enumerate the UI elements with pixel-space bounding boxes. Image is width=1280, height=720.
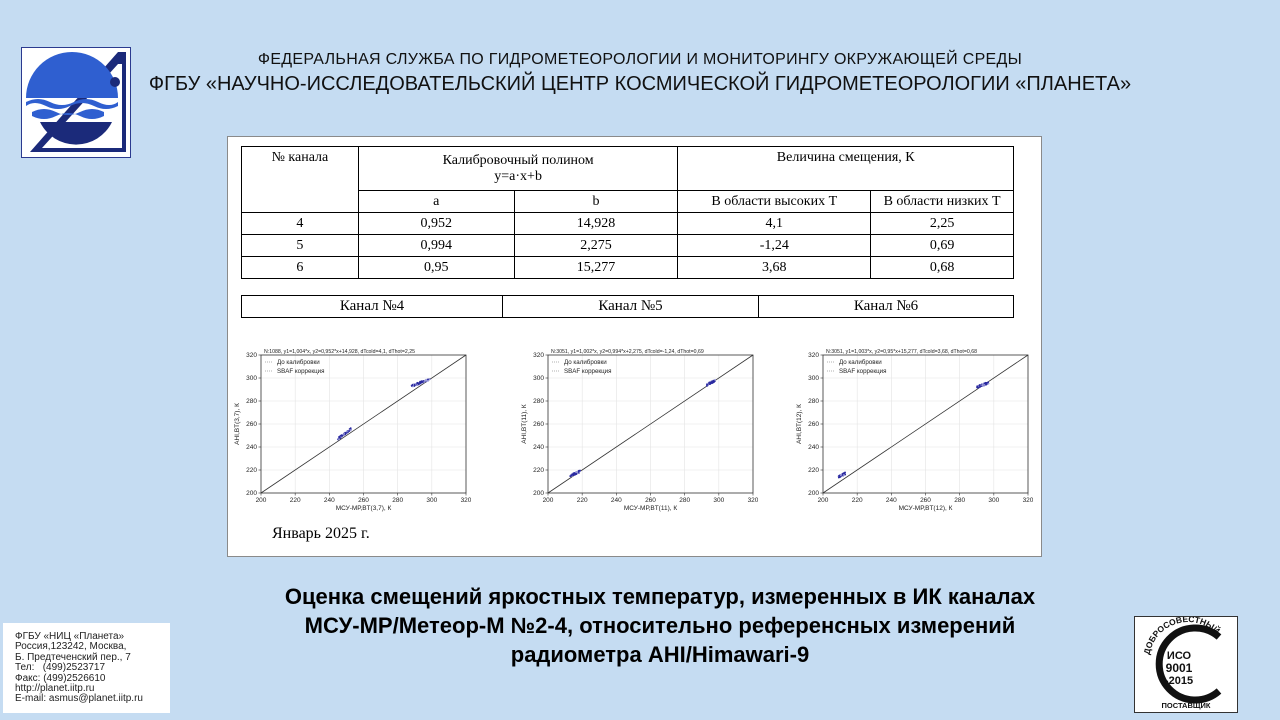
- data-point: [348, 430, 350, 432]
- x-tick-label: 300: [426, 497, 438, 504]
- calibration-table: [241, 146, 1014, 279]
- iso-number-text: 9001: [1165, 661, 1193, 675]
- y-tick-label: 220: [808, 467, 819, 475]
- table-cell: 4,1: [678, 213, 871, 235]
- table-cell: 0,95: [358, 257, 514, 279]
- data-cluster: [976, 381, 989, 388]
- y-tick-label: 280: [808, 398, 819, 406]
- y-tick-label: 240: [808, 444, 819, 452]
- legend-label: До калибровки: [564, 359, 607, 366]
- x-tick-label: 200: [542, 497, 554, 504]
- data-point: [571, 475, 573, 477]
- y-tick-label: 300: [533, 375, 544, 383]
- iso-certificate-badge: [1134, 616, 1238, 713]
- y-tick-label: 320: [246, 352, 257, 360]
- data-point: [576, 471, 578, 473]
- x-tick-label: 220: [851, 497, 863, 504]
- table-cell: 2,275: [514, 235, 678, 257]
- y-tick-label: 300: [246, 375, 257, 383]
- data-point: [843, 474, 845, 476]
- data-point: [985, 384, 987, 386]
- table-cell: 0,994: [358, 235, 514, 257]
- planeta-logo-icon: [21, 47, 131, 158]
- y-axis-label: AHI,BT(3,7), К: [234, 403, 241, 445]
- channel-bar: [241, 295, 1014, 318]
- y-axis-label: AHI,BT(12), К: [796, 404, 803, 444]
- y-tick-label: 260: [533, 421, 544, 429]
- x-tick-label: 300: [988, 497, 1000, 504]
- data-point: [840, 474, 842, 476]
- data-point: [706, 384, 708, 386]
- data-point: [985, 382, 987, 384]
- plot-legend: [265, 359, 324, 375]
- table-row: [242, 235, 1014, 257]
- channel-5-label: Канал №5: [503, 296, 759, 317]
- y-tick-label: 240: [246, 444, 257, 452]
- data-point: [838, 475, 840, 477]
- data-point: [422, 381, 424, 383]
- table-row: [242, 213, 1014, 235]
- header-polynomial-title: Калибровочный полином: [442, 152, 594, 168]
- slide-title-line: радиометра AHI/Himawari-9: [510, 642, 810, 667]
- y-axis-label: AHI,BT(11), К: [521, 404, 528, 444]
- x-tick-label: 260: [358, 497, 369, 504]
- x-tick-label: 320: [460, 497, 471, 504]
- y-tick-label: 240: [533, 444, 544, 452]
- data-point: [843, 473, 845, 475]
- header-b: b: [514, 191, 678, 213]
- table-cell: 2,25: [871, 213, 1014, 235]
- contact-line: Факс: (499)2526610: [15, 672, 106, 684]
- table-cell: 5: [242, 235, 359, 257]
- data-point: [578, 470, 580, 472]
- y-tick-label: 220: [533, 467, 544, 475]
- data-point: [412, 384, 414, 386]
- legend-label: До калибровки: [839, 359, 882, 366]
- data-point: [712, 380, 714, 382]
- table-cell: -1,24: [678, 235, 871, 257]
- table-cell: 0,952: [358, 213, 514, 235]
- date-label: Январь 2025 г.: [272, 525, 370, 542]
- table-cell: 3,68: [678, 257, 871, 279]
- y-tick-label: 280: [533, 398, 544, 406]
- header-polynomial: [358, 147, 678, 191]
- contact-line: http://planet.iitp.ru: [15, 683, 95, 695]
- x-axis-label: МСУ-МР,BT(3,7), К: [335, 505, 392, 512]
- results-panel: [227, 136, 1042, 557]
- y-tick-label: 200: [808, 490, 819, 498]
- data-point: [427, 380, 429, 382]
- header-channel: № канала: [242, 147, 359, 213]
- legend-label: SBAF коррекция: [839, 368, 887, 375]
- x-tick-label: 240: [610, 497, 622, 504]
- data-point: [838, 476, 840, 478]
- data-point: [340, 435, 342, 437]
- institute-header: ФГБУ «НАУЧНО-ИССЛЕДОВАТЕЛЬСКИЙ ЦЕНТР КОСМИЧЕСКОЙ ГИДРОМЕТЕОРОЛОГИИ «ПЛАНЕТА»: [148, 73, 1132, 95]
- data-point: [979, 386, 981, 388]
- scatter-plot-channel-5: [518, 345, 758, 515]
- data-point: [418, 384, 420, 386]
- channel-4-label: Канал №4: [242, 296, 503, 317]
- contact-line: E-mail: asmus@planet.iitp.ru: [15, 693, 143, 705]
- y-tick-label: 300: [808, 375, 819, 383]
- plot-title: N:1088, y1=1,004*x, y2=0,952*x+14,928, dTcold=4,1, dThot=2,25: [264, 349, 415, 355]
- contact-line: Б. Предтеченский пер., 7: [15, 651, 131, 663]
- legend-label: SBAF коррекция: [277, 368, 325, 375]
- contact-line: ФГБУ «НИЦ «Планета»: [15, 631, 125, 642]
- y-tick-label: 200: [533, 490, 544, 498]
- y-tick-label: 260: [246, 421, 257, 429]
- header-high-t: В области высоких Т: [678, 191, 871, 213]
- data-point: [977, 386, 979, 388]
- y-tick-label: 320: [808, 352, 819, 360]
- table-cell: 15,277: [514, 257, 678, 279]
- x-tick-label: 320: [1022, 497, 1033, 504]
- y-tick-label: 220: [246, 467, 257, 475]
- x-tick-label: 280: [679, 497, 691, 504]
- x-tick-label: 260: [920, 497, 931, 504]
- data-point: [575, 473, 577, 475]
- data-point: [346, 430, 348, 432]
- x-tick-label: 220: [576, 497, 588, 504]
- y-tick-label: 280: [246, 398, 257, 406]
- iso-bottom-text: ПОСТАВЩИК: [1161, 701, 1211, 710]
- slide-title-line: Оценка смещений яркостных температур, измеренных в ИК каналах: [284, 584, 1036, 609]
- data-point: [344, 432, 346, 434]
- slide-title-line: МСУ-МР/Метеор-М №2-4, относительно референсных измерений: [304, 613, 1016, 638]
- data-point: [350, 428, 352, 430]
- table-cell: 0,69: [871, 235, 1014, 257]
- plot-legend: [827, 359, 886, 375]
- table-row: [242, 257, 1014, 279]
- x-tick-label: 200: [255, 497, 267, 504]
- x-tick-label: 280: [392, 497, 404, 504]
- x-tick-label: 300: [713, 497, 725, 504]
- data-cluster: [838, 472, 846, 479]
- data-point: [711, 382, 713, 384]
- slide-title: [180, 582, 1140, 669]
- iso-text: ИСО: [1166, 650, 1192, 662]
- legend-label: SBAF коррекция: [564, 368, 612, 375]
- plot-legend: [552, 359, 611, 375]
- data-point: [338, 438, 340, 440]
- iso-top-text: ДОБРОСОВЕСТНЫЙ: [1141, 617, 1222, 656]
- table-cell: 14,928: [514, 213, 678, 235]
- contact-line: Россия,123242, Москва,: [15, 641, 127, 653]
- header-a: a: [358, 191, 514, 213]
- scatter-plot-channel-4: [231, 345, 471, 515]
- data-cluster: [569, 470, 581, 478]
- iso-year-text: -2015: [1164, 675, 1194, 687]
- contacts-box: [3, 623, 170, 713]
- data-point: [987, 381, 989, 383]
- data-cluster: [706, 379, 716, 387]
- data-point: [572, 472, 574, 474]
- header-bias: Величина смещения, К: [678, 147, 1014, 191]
- table-cell: 4: [242, 213, 359, 235]
- header-polynomial-formula: y=a·x+b: [494, 168, 542, 184]
- legend-label: До калибровки: [277, 359, 320, 366]
- y-tick-label: 320: [533, 352, 544, 360]
- agency-header: ФЕДЕРАЛЬНАЯ СЛУЖБА ПО ГИДРОМЕТЕОРОЛОГИИ И МОНИТОРИНГУ ОКРУЖАЮЩЕЙ СРЕДЫ: [257, 51, 1023, 68]
- x-tick-label: 220: [289, 497, 301, 504]
- x-axis-label: МСУ-МР,BT(11), К: [623, 505, 678, 512]
- plot-title: N:3051, y1=1,002*x, y2=0,994*x+2,275, dTcold=-1,24, dThot=0,69: [551, 349, 704, 355]
- contact-line: Тел: (499)2523717: [15, 662, 105, 674]
- scatter-plot-channel-6: [793, 345, 1033, 515]
- x-tick-label: 200: [817, 497, 829, 504]
- data-point: [981, 385, 983, 387]
- table-cell: 6: [242, 257, 359, 279]
- x-tick-label: 240: [323, 497, 335, 504]
- y-tick-label: 200: [246, 490, 257, 498]
- x-tick-label: 280: [954, 497, 966, 504]
- channel-6-label: Канал №6: [853, 298, 919, 314]
- data-point: [983, 384, 985, 386]
- x-axis-label: МСУ-МР,BT(12), К: [898, 505, 953, 512]
- x-tick-label: 260: [645, 497, 656, 504]
- header-low-t: В области низких Т: [871, 191, 1014, 213]
- table-cell: 0,68: [871, 257, 1014, 279]
- plot-title: N:3051, y1=1,003*x, y2=0,95*x+15,277, dTcold=3,68, dThot=0,68: [826, 349, 977, 355]
- x-tick-label: 320: [747, 497, 758, 504]
- y-tick-label: 260: [808, 421, 819, 429]
- x-tick-label: 240: [885, 497, 897, 504]
